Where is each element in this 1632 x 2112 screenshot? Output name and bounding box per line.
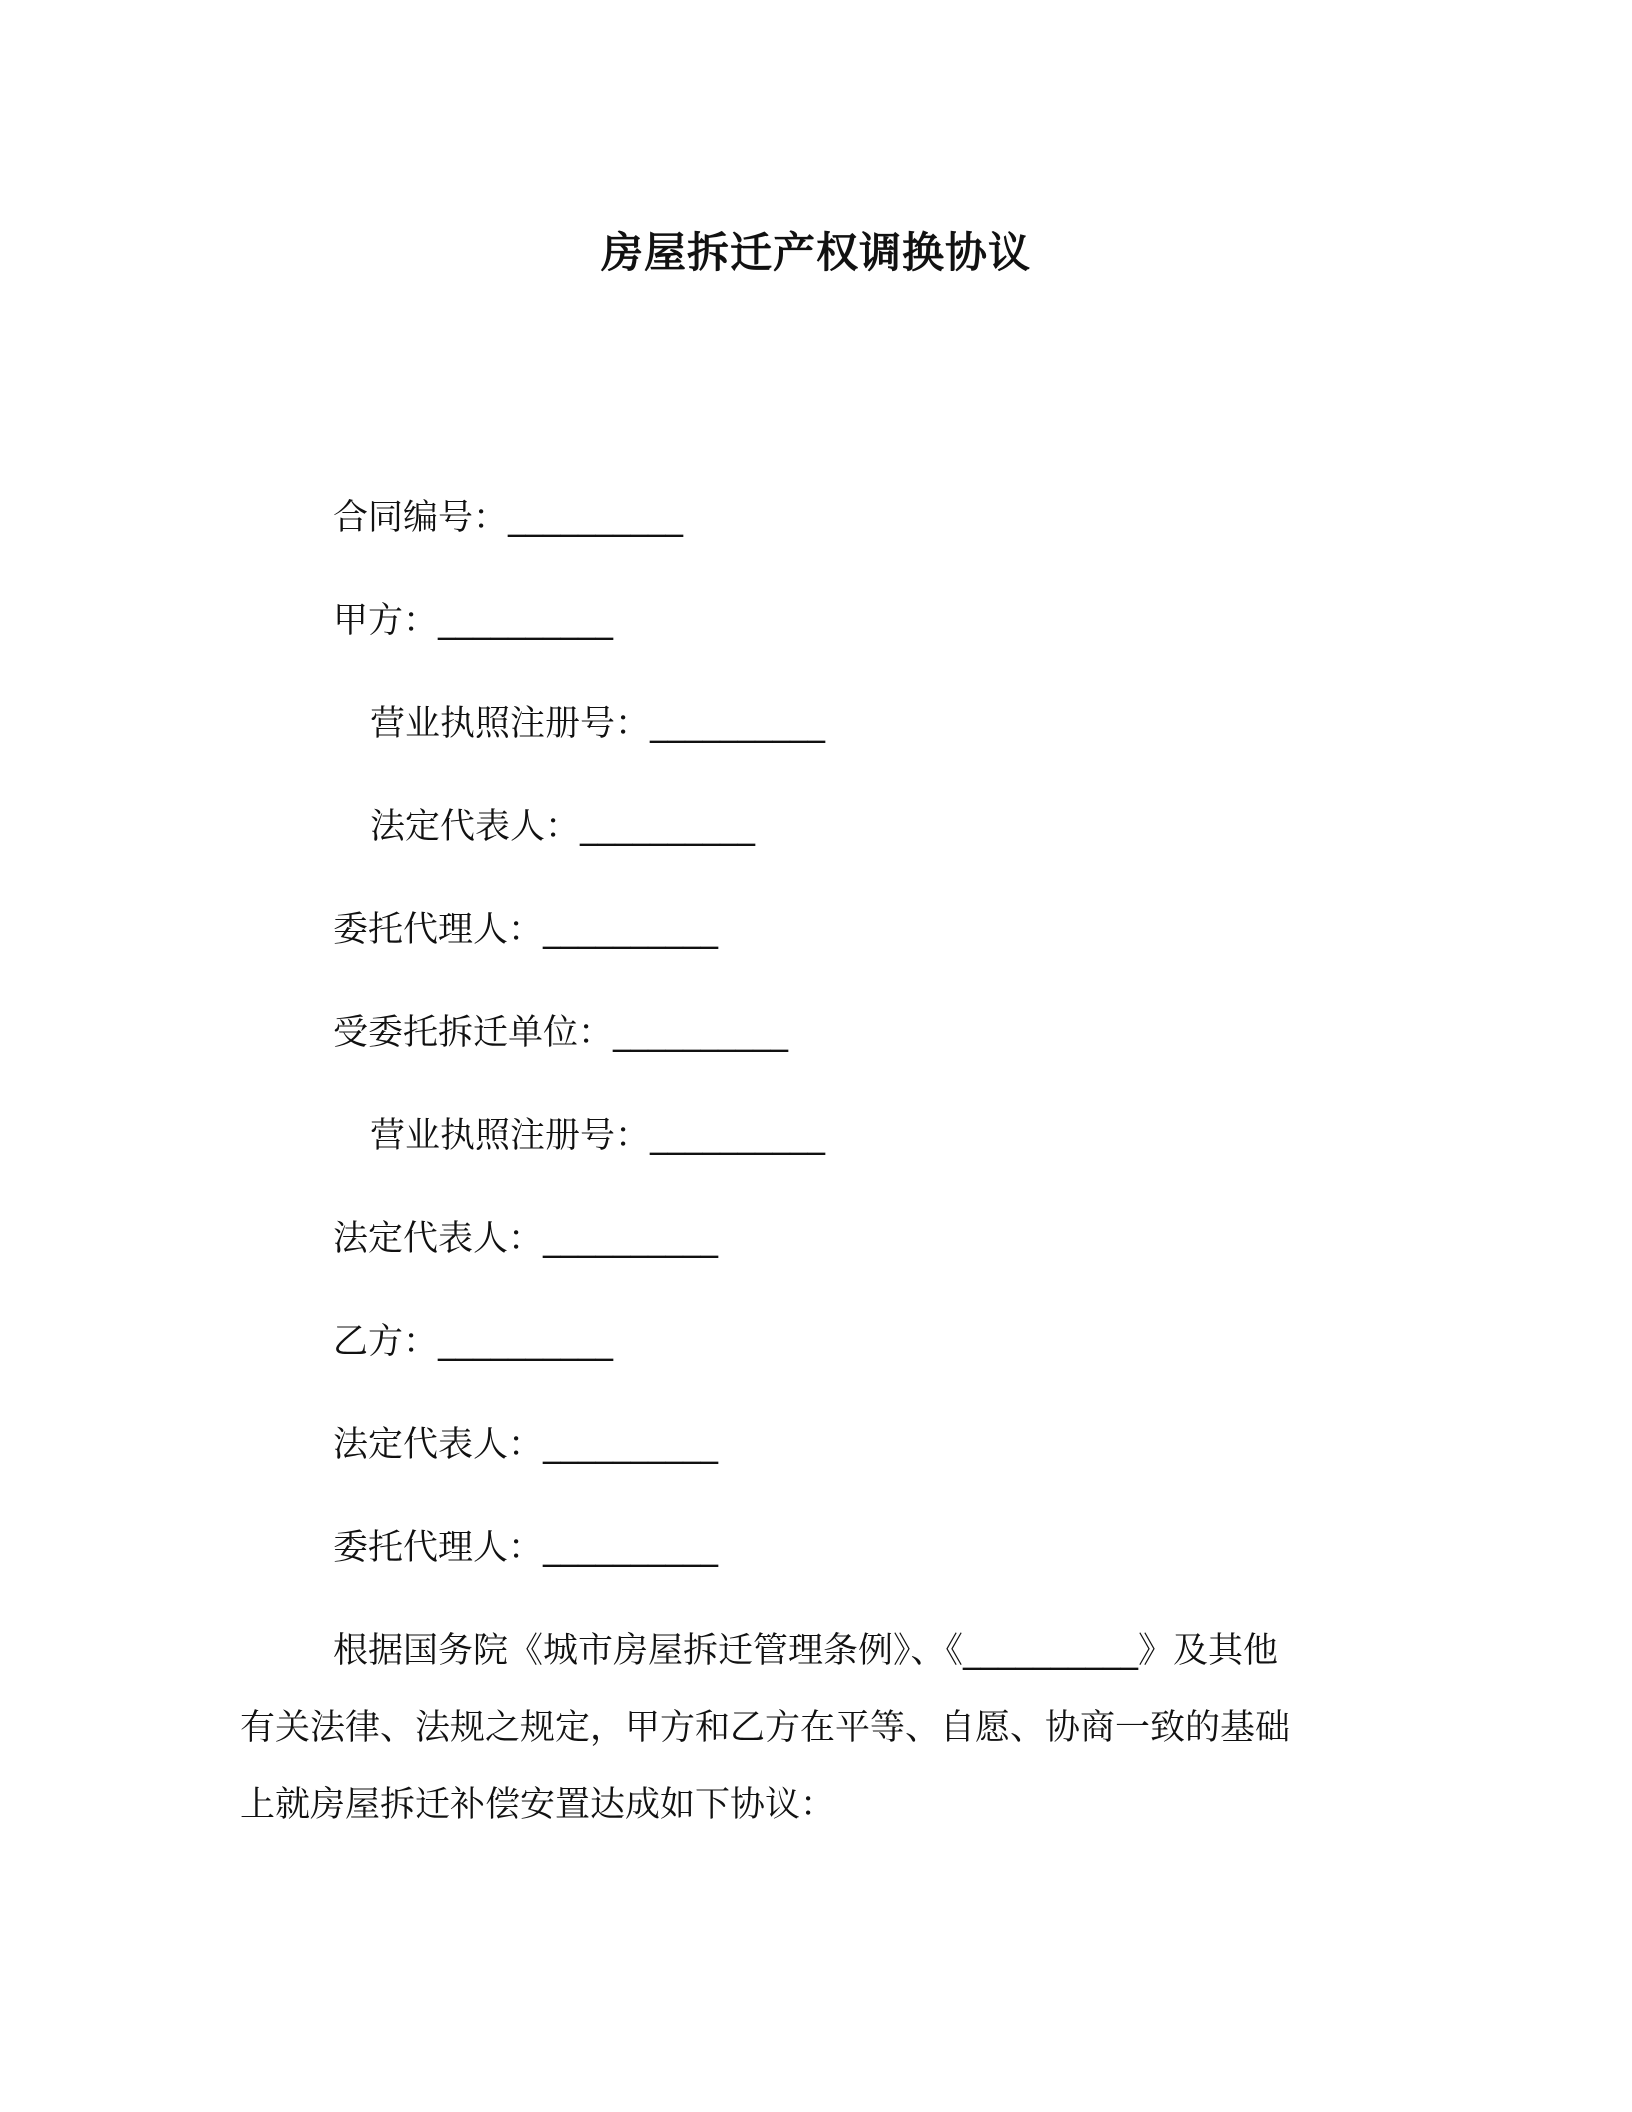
preamble-line-3: 上就房屋拆迁补偿安置达成如下协议：	[240, 1785, 836, 1825]
party-a-license-field: 营业执照注册号：__________	[370, 704, 826, 744]
contract-number-field: 合同编号：__________	[333, 498, 684, 538]
preamble-line-1: 根据国务院《城市房屋拆迁管理条例》、《__________》及其他	[333, 1631, 1279, 1671]
party-a-legal-rep-field: 法定代表人：__________	[370, 807, 756, 847]
demolition-unit-field: 受委托拆迁单位：__________	[333, 1013, 789, 1053]
demolition-unit-legal-rep-field: 法定代表人：__________	[333, 1219, 719, 1259]
preamble-line-2: 有关法律、法规之规定，甲方和乙方在平等、自愿、协商一致的基础	[240, 1708, 1291, 1748]
demolition-unit-license-field: 营业执照注册号：__________	[370, 1116, 826, 1156]
document-title: 房屋拆迁产权调换协议	[600, 228, 1031, 277]
party-b-legal-rep-field: 法定代表人：__________	[333, 1425, 719, 1465]
party-b-agent-field: 委托代理人：__________	[333, 1528, 719, 1568]
party-b-field: 乙方：__________	[333, 1322, 614, 1362]
party-a-agent-field: 委托代理人：__________	[333, 910, 719, 950]
party-a-field: 甲方：__________	[333, 601, 614, 641]
